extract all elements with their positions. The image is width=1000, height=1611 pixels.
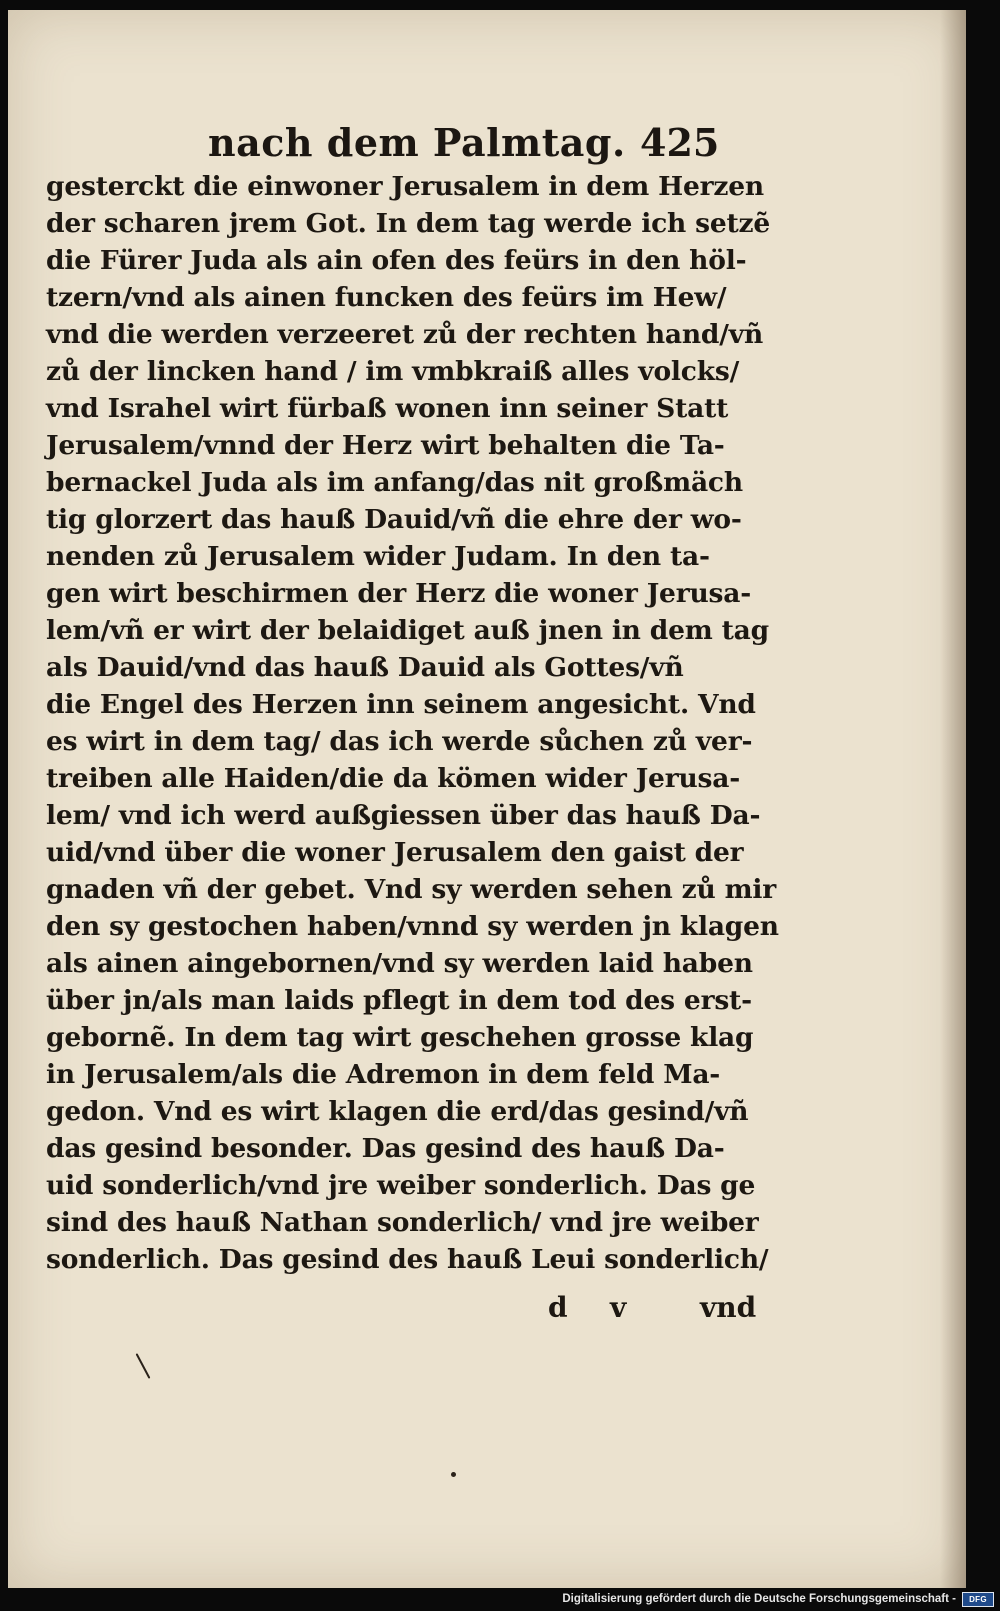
book-page: [8, 10, 966, 1588]
digitization-footer: [562, 1591, 994, 1607]
catchword-line: [548, 1291, 778, 1329]
text-line: in Jerusalem/als die Adremon in dem feld Ma-: [46, 1059, 721, 1090]
text-line: sind des hauß Nathan sonderlich/ vnd jre weiber: [46, 1207, 759, 1238]
text-line: nenden zů Jerusalem wider Judam. In den ta-: [46, 541, 710, 572]
text-line: über jn/als man laids pflegt in dem tod des erst-: [46, 985, 752, 1016]
text-line: uid sonderlich/vnd jre weiber sonderlich. Das ge: [46, 1170, 756, 1201]
text-line: gedon. Vnd es wirt klagen die erd/das gesind/vñ: [46, 1096, 749, 1127]
text-line: der scharen jrem Got. In dem tag werde ich setzẽ: [46, 208, 771, 239]
text-line: uid/vnd über die woner Jerusalem den gaist der: [46, 837, 744, 868]
text-line: gen wirt beschirmen der Herz die woner Jerusa-: [46, 578, 752, 609]
running-head: nach dem Palmtag.: [208, 120, 626, 165]
text-line: tzern/vnd als ainen funcken des feürs im Hew/: [46, 282, 727, 313]
text-line: bernackel Juda als im anfang/das nit großmäch: [46, 467, 743, 498]
text-line: gesterckt die einwoner Jerusalem in dem Herzen: [46, 171, 764, 202]
text-line: Jerusalem/vnnd der Herz wirt behalten die Ta-: [46, 430, 725, 461]
text-line: sonderlich. Das gesind des hauß Leui sonderlich/: [46, 1244, 769, 1275]
signature-mark: d: [548, 1291, 568, 1324]
text-line: die Fürer Juda als ain ofen des feürs in den höl-: [46, 245, 747, 276]
dfg-logo-icon: [962, 1592, 994, 1607]
text-line: als ainen aingebornen/vnd sy werden laid haben: [46, 948, 753, 979]
text-line: treiben alle Haiden/die da kömen wider Jerusa-: [46, 763, 741, 794]
body-text: [46, 168, 779, 1278]
text-line: vnd die werden verzeeret zů der rechten hand/vñ: [46, 319, 764, 350]
leaf-mark: v: [610, 1291, 627, 1324]
text-line: tig glorzert das hauß Dauid/vñ die ehre der wo-: [46, 504, 742, 535]
text-line: zů der lincken hand / im vmbkraiß alles volcks/: [46, 356, 740, 387]
ink-stroke-mark: [136, 1353, 151, 1379]
ink-dot-mark: [451, 1472, 456, 1477]
text-line: vnd Israhel wirt fürbaß wonen inn seiner Statt: [46, 393, 729, 424]
text-line: den sy gestochen haben/vnnd sy werden jn klagen: [46, 911, 779, 942]
page-number: 425: [640, 120, 720, 165]
text-line: die Engel des Herzen inn seinem angesicht. Vnd: [46, 689, 756, 720]
footer-credit: Digitalisierung gefördert durch die Deutsche Forschungsgemeinschaft -: [562, 1593, 956, 1605]
text-line: gnaden vñ der gebet. Vnd sy werden sehen zů mir: [46, 874, 777, 905]
text-line: als Dauid/vnd das hauß Dauid als Gottes/vñ: [46, 652, 684, 683]
text-line: lem/vñ er wirt der belaidiget auß jnen in dem tag: [46, 615, 769, 646]
text-line: gebornẽ. In dem tag wirt geschehen grosse klag: [46, 1022, 754, 1053]
catchword: vnd: [700, 1291, 757, 1324]
dfg-logo-text: DFG: [969, 1594, 987, 1604]
text-line: es wirt in dem tag/ das ich werde sůchen zů ver-: [46, 726, 753, 757]
text-line: lem/ vnd ich werd außgiessen über das hauß Da-: [46, 800, 761, 831]
text-line: das gesind besonder. Das gesind des hauß Da-: [46, 1133, 725, 1164]
